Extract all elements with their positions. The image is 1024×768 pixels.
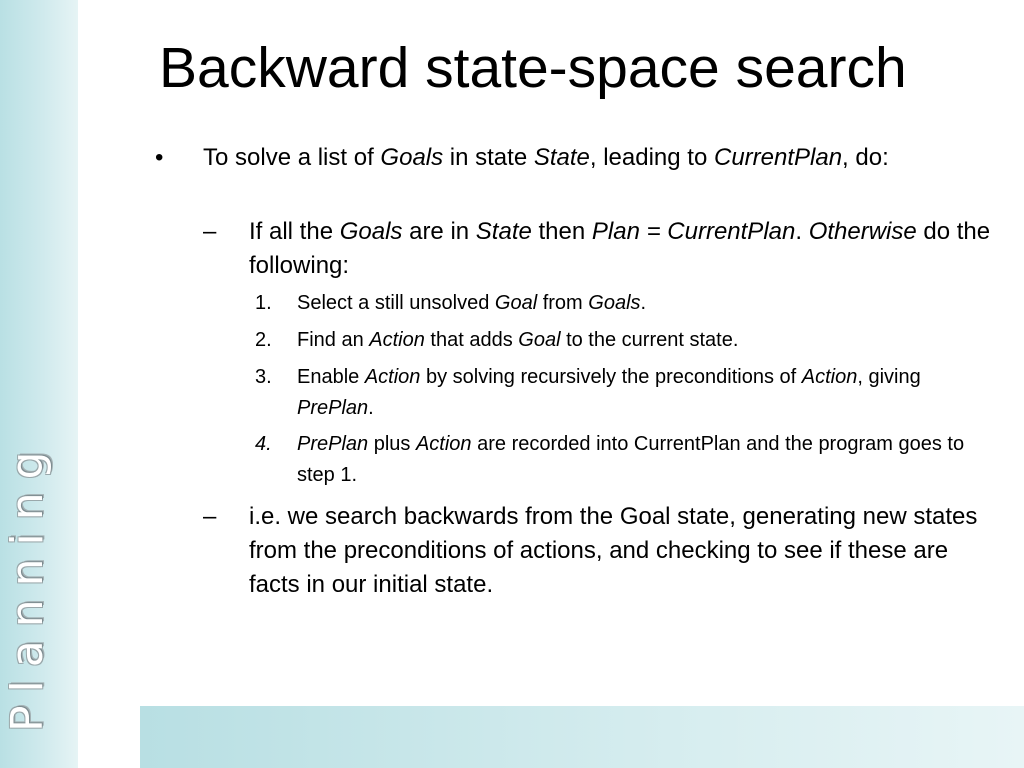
step-text: by solving recursively the preconditions of bbox=[420, 366, 802, 388]
bullet-text-italic: State bbox=[533, 144, 590, 171]
step-number: 4. bbox=[255, 433, 272, 455]
bullet-text: , do: bbox=[842, 144, 889, 171]
sub-bullet-text-italic: Goals bbox=[339, 218, 403, 245]
step-item bbox=[297, 325, 977, 356]
sub-bullet-text-italic: State bbox=[475, 218, 532, 245]
step-text-italic: Goals bbox=[588, 292, 641, 314]
bullet-text: in state bbox=[443, 144, 534, 171]
step-text-italic: PrePlan bbox=[297, 433, 369, 455]
bullet-point bbox=[203, 141, 993, 175]
step-text-italic: Goal bbox=[518, 329, 561, 351]
step-text: . bbox=[368, 397, 374, 419]
sidebar-band bbox=[0, 0, 78, 768]
step-text: . bbox=[640, 292, 647, 314]
step-number: 2. bbox=[255, 329, 272, 351]
sub-bullet-point bbox=[249, 215, 994, 283]
step-text: plus bbox=[368, 433, 416, 455]
step-item bbox=[297, 429, 977, 491]
step-item bbox=[297, 362, 952, 424]
step-text: from bbox=[537, 292, 589, 314]
bullet-text: , leading to bbox=[589, 144, 714, 171]
step-text: are recorded into CurrentPlan and the program goes to step 1. bbox=[297, 433, 965, 486]
sub-bullet-point: i.e. we search backwards from the Goal state, generating new states from the preconditions of actions, and checking to see if these are facts in our initial state. bbox=[249, 503, 978, 598]
step-text: Enable bbox=[297, 366, 365, 388]
step-text-italic: Action bbox=[415, 433, 472, 455]
slide-title: Backward state-space search bbox=[159, 36, 907, 100]
step-text-italic: PrePlan bbox=[297, 397, 369, 419]
step-text-italic: Action bbox=[369, 329, 425, 351]
sub-bullet-text: If all the bbox=[249, 218, 340, 245]
step-number: 3. bbox=[255, 366, 272, 388]
sub-bullet-marker: – bbox=[203, 218, 217, 245]
sub-bullet-text: do the following: bbox=[249, 218, 991, 279]
sub-bullet-text: are in bbox=[402, 218, 476, 245]
step-text-italic: Goal bbox=[494, 292, 538, 314]
step-text: to the current state. bbox=[560, 329, 739, 351]
sub-bullet-text-italic: Plan = CurrentPlan bbox=[591, 218, 796, 245]
bullet-marker: • bbox=[155, 144, 164, 171]
step-text-italic: Action bbox=[364, 366, 421, 388]
step-text-italic: Action bbox=[801, 366, 858, 388]
step-text: that adds bbox=[424, 329, 519, 351]
bullet-text-italic: CurrentPlan bbox=[713, 144, 843, 171]
bullet-text-italic: Goals bbox=[380, 144, 444, 171]
step-text: , giving bbox=[857, 366, 921, 388]
step-item bbox=[297, 288, 977, 319]
sub-bullet-text-italic: Otherwise bbox=[808, 218, 917, 245]
step-number: 1. bbox=[255, 292, 272, 314]
step-text: Select a still unsolved bbox=[297, 292, 495, 314]
bullet-text: To solve a list of bbox=[203, 144, 381, 171]
sub-bullet-text: then bbox=[531, 218, 592, 245]
sidebar-label: Planning bbox=[2, 438, 53, 732]
sub-bullet-text: . bbox=[795, 218, 809, 245]
sub-bullet-marker: – bbox=[203, 503, 217, 530]
footer-band bbox=[140, 706, 1024, 768]
step-text: Find an bbox=[297, 329, 370, 351]
